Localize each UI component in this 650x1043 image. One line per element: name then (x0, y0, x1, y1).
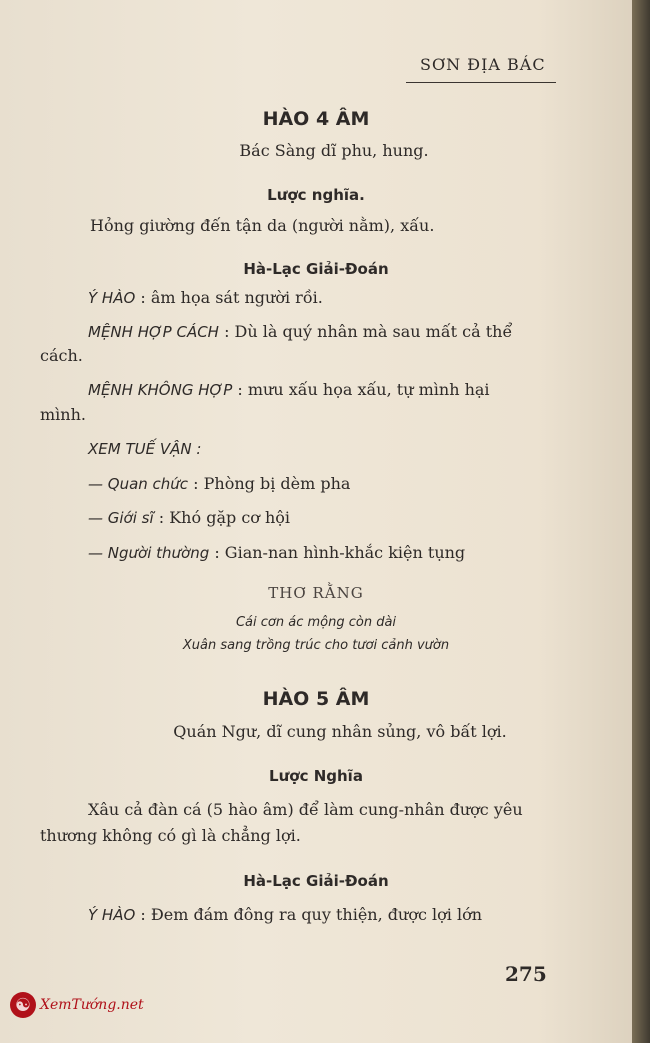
hao4-luoc-heading: Lược nghĩa. (267, 186, 365, 204)
poem-title: THƠ RẰNG (268, 584, 364, 602)
menh-hop-text: : Dù là quý nhân mà sau mất cả thể (224, 322, 513, 341)
hao5-luoc-heading: Lược Nghĩa (269, 767, 363, 785)
menh-khong-label: MỆNH KHÔNG HỢP (88, 381, 233, 399)
running-title: SƠN ĐỊA BÁC (420, 55, 546, 74)
y-hao-text: : Đem đám đông ra quy thiện, được lợi lớn (140, 905, 483, 924)
hao4-menh-khong (88, 380, 490, 399)
menh-hop-label: MỆNH HỢP CÁCH (88, 323, 219, 341)
y-hao-text: : âm họa sát người rồi. (140, 288, 323, 307)
item-text: : Khó gặp cơ hội (158, 508, 291, 527)
hao5-subtitle: Quán Ngư, dĩ cung nhân sủng, vô bất lợi. (173, 722, 507, 741)
hao5-y-hao (88, 905, 482, 924)
poem-line: Xuân sang trồng trúc cho tươi cảnh vườn (182, 638, 450, 653)
header-rule (406, 82, 556, 83)
xem-tue-van-label: XEM TUẾ VẬN : (88, 440, 202, 458)
item-text: : Phòng bị dèm pha (193, 474, 351, 493)
hao4-luoc-text: Hỏng giường đến tận da (người nằm), xấu. (90, 216, 435, 235)
y-hao-label: Ý HÀO (88, 289, 136, 307)
menh-hop-cont: cách. (40, 346, 83, 365)
poem-line: Cái cơn ác mộng còn dài (235, 615, 397, 630)
item-label: — Quan chức (88, 475, 189, 493)
hao4-giai-heading: Hà-Lạc Giải-Đoán (243, 260, 389, 278)
hao4-heading: HÀO 4 ÂM (262, 108, 370, 130)
menh-khong-text: : mưu xấu họa xấu, tự mình hại (237, 380, 490, 399)
hao4-menh-hop (88, 322, 512, 341)
y-hao-label: Ý HÀO (88, 906, 136, 924)
hao4-y-hao (88, 288, 323, 307)
hao5-heading: HÀO 5 ÂM (262, 688, 370, 710)
item-label: — Người thường (88, 544, 210, 562)
hao5-giai-heading: Hà-Lạc Giải-Đoán (243, 872, 389, 890)
watermark[interactable] (10, 992, 144, 1018)
page-number: 275 (505, 962, 547, 986)
watermark-text: XemTướng.net (40, 997, 144, 1013)
list-item (88, 508, 290, 527)
item-text: : Gian-nan hình-khắc kiện tụng (214, 543, 466, 562)
list-item (88, 474, 350, 493)
hao5-luoc-line2: thương không có gì là chẳng lợi. (40, 826, 301, 845)
hao4-subtitle: Bác Sàng dĩ phu, hung. (239, 141, 429, 160)
hao5-luoc-line1: Xâu cả đàn cá (5 hào âm) để làm cung-nhân được yêu (88, 800, 523, 819)
item-label: — Giới sĩ (88, 509, 154, 527)
yin-yang-icon: ☯ (10, 992, 36, 1018)
list-item (88, 543, 465, 562)
menh-khong-cont: mình. (40, 405, 86, 424)
